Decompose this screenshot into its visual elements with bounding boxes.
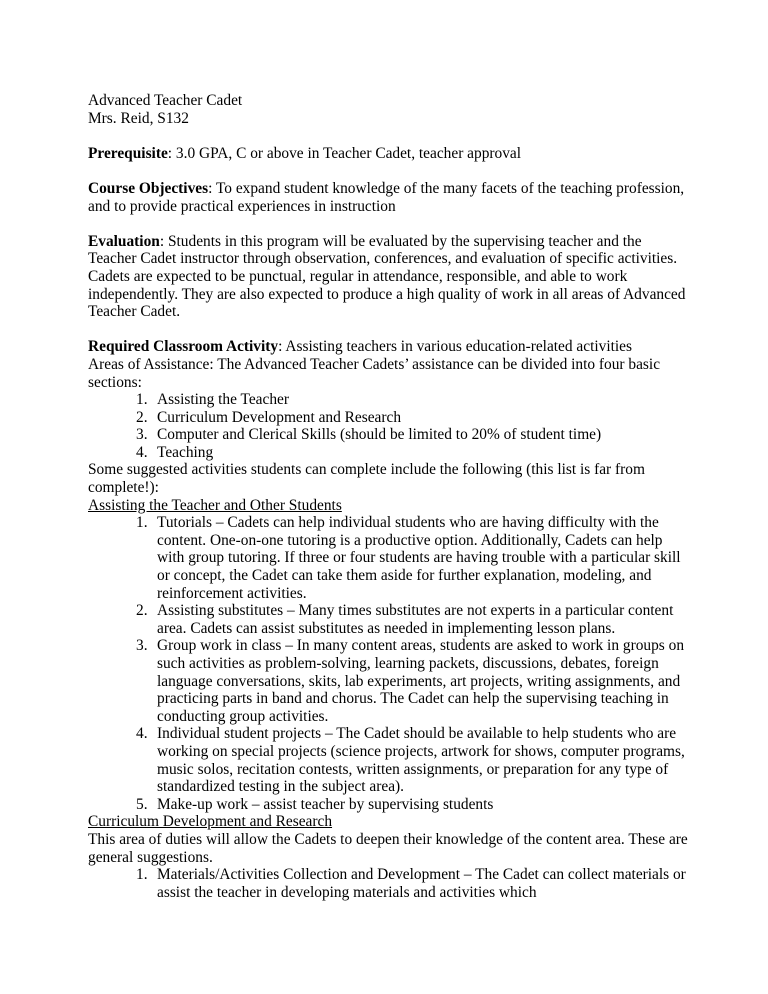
list-number: 4. xyxy=(136,443,148,461)
evaluation-paragraph xyxy=(88,233,688,321)
teacher-room: Mrs. Reid, S132 xyxy=(88,109,189,127)
list-text: Group work in class – In many content areas, students are asked to work in groups on such activities as problem-solving, learning packets, discussions, debates, foreign language conversations, skits, lab experiments, art projects, writing assignments, and practicing parts in band and chorus. The Cadet can help the supervising teaching in conducting group activities. xyxy=(157,637,685,725)
curriculum-intro: This area of duties will allow the Cadets to deepen their knowledge of the content area. These are general suggestions. xyxy=(88,830,688,866)
list-item xyxy=(88,444,688,462)
list-number: 1. xyxy=(136,866,148,884)
list-text: Assisting the Teacher xyxy=(157,391,289,409)
list-text: Individual student projects – The Cadet should be available to help students who are working on special projects (science projects, artwork for shows, computer programs, music solos, recitation contests, written assignments, or preparation for any type of standardized testing in the subject area). xyxy=(157,725,685,796)
evaluation-label: Evaluation xyxy=(88,232,160,250)
activity-text: : Assisting teachers in various education-related activities xyxy=(278,338,632,356)
list-item xyxy=(88,637,688,725)
curriculum-heading: Curriculum Development and Research xyxy=(88,813,333,831)
curriculum-list xyxy=(88,866,688,901)
evaluation-text: : Students in this program will be evaluated by the supervising teacher and the Teacher Cadet instructor through observation, conferences, and evaluation of specific activities. Cadets are expected to be punctual, regular in attendance, responsible, and able to work independently. They are also expected to produce a high quality of work in all areas of Advanced Teacher Cadet. xyxy=(88,232,686,321)
list-item xyxy=(88,602,688,637)
activity-label: Required Classroom Activity xyxy=(88,338,279,356)
list-text: Curriculum Development and Research xyxy=(157,408,402,426)
assisting-list xyxy=(88,514,688,813)
list-number: 4. xyxy=(136,725,148,743)
suggested-intro: Some suggested activities students can complete include the following (this list is far from complete!): xyxy=(88,461,645,497)
list-item xyxy=(88,426,688,444)
list-item xyxy=(88,514,688,602)
activity-paragraph xyxy=(88,338,688,356)
list-text: Tutorials – Cadets can help individual students who are having difficulty with the content. One-on-one tutoring is a productive option. Additionally, Cadets can help with group tutoring. If three or four students are having trouble with a particular skill or concept, the Cadet can take them aside for further explanation, modeling, and reinforcement activities. xyxy=(157,514,681,602)
list-item xyxy=(88,866,688,901)
list-number: 3. xyxy=(136,426,148,444)
objectives-label: Course Objectives xyxy=(88,179,209,197)
areas-list xyxy=(88,391,688,461)
document-body xyxy=(88,92,688,901)
list-number: 5. xyxy=(136,795,148,813)
list-text: Computer and Clerical Skills (should be limited to 20% of student time) xyxy=(157,426,602,444)
course-title: Advanced Teacher Cadet xyxy=(88,92,243,109)
areas-intro: Areas of Assistance: The Advanced Teacher Cadets’ assistance can be divided into four basic sections: xyxy=(88,355,661,391)
list-item xyxy=(88,796,688,814)
list-number: 1. xyxy=(136,391,148,409)
list-text: Make-up work – assist teacher by supervising students xyxy=(157,795,494,813)
list-number: 2. xyxy=(136,602,148,620)
list-item xyxy=(88,391,688,409)
prerequisite-text: : 3.0 GPA, C or above in Teacher Cadet, teacher approval xyxy=(167,144,522,162)
objectives-text: : To expand student knowledge of the many facets of the teaching profession, and to provide practical experiences in instruction xyxy=(88,179,685,215)
assisting-heading: Assisting the Teacher and Other Students xyxy=(88,496,342,514)
list-text: Assisting substitutes – Many times substitutes are not experts in a particular content area. Cadets can assist substitutes as needed in implementing lesson plans. xyxy=(157,602,674,637)
list-item xyxy=(88,725,688,795)
list-number: 2. xyxy=(136,408,148,426)
prerequisite-label: Prerequisite xyxy=(88,144,168,162)
list-text: Materials/Activities Collection and Development – The Cadet can collect materials or assist the teacher in developing materials and activities which xyxy=(157,866,686,901)
list-item xyxy=(88,409,688,427)
prerequisite-paragraph xyxy=(88,145,688,163)
list-number: 3. xyxy=(136,637,148,655)
list-text: Teaching xyxy=(157,443,214,461)
list-number: 1. xyxy=(136,514,148,532)
objectives-paragraph xyxy=(88,180,688,215)
